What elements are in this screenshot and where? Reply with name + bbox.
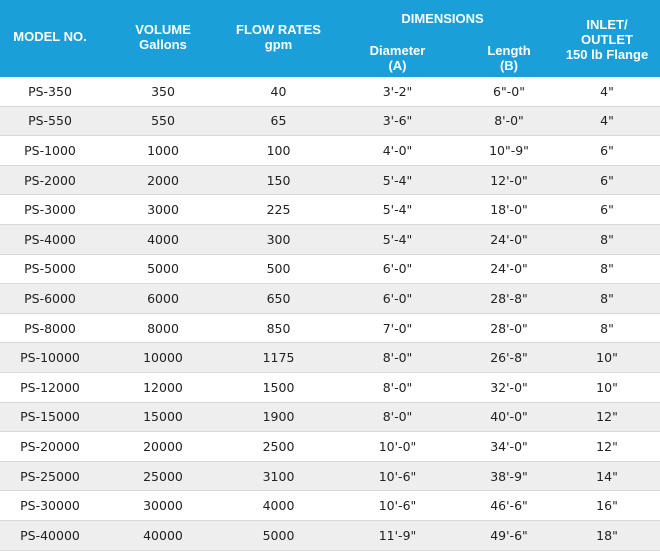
cell-volume: 1000 — [100, 136, 226, 166]
cell-volume: 2000 — [100, 165, 226, 195]
cell-inlet: 10" — [554, 343, 660, 373]
cell-flow: 300 — [226, 224, 331, 254]
cell-length: 46'-6" — [464, 491, 554, 521]
cell-flow: 100 — [226, 136, 331, 166]
header-inlet-line3: 150 lb Flange — [565, 47, 649, 62]
cell-model: PS-5000 — [0, 254, 100, 284]
cell-volume: 5000 — [100, 254, 226, 284]
cell-model: PS-3000 — [0, 195, 100, 225]
cell-model: PS-1000 — [0, 136, 100, 166]
cell-model: PS-550 — [0, 106, 100, 136]
cell-model: PS-2000 — [0, 165, 100, 195]
cell-diameter: 5'-4" — [331, 165, 464, 195]
cell-length: 49'-6" — [464, 520, 554, 550]
cell-inlet: 6" — [554, 195, 660, 225]
cell-length: 12'-0" — [464, 165, 554, 195]
cell-length: 40'-0" — [464, 402, 554, 432]
cell-inlet: 16" — [554, 491, 660, 521]
header-model — [0, 0, 100, 77]
cell-model: PS-25000 — [0, 461, 100, 491]
cell-length: 18'-0" — [464, 195, 554, 225]
header-length-line1: Length — [487, 43, 531, 58]
cell-inlet: 4" — [554, 106, 660, 136]
table-row — [0, 372, 660, 402]
cell-flow: 40 — [226, 77, 331, 106]
cell-model: PS-40000 — [0, 520, 100, 550]
table-row — [0, 106, 660, 136]
cell-diameter: 11'-9" — [331, 520, 464, 550]
table-row — [0, 432, 660, 462]
cell-volume: 15000 — [100, 402, 226, 432]
cell-volume: 30000 — [100, 491, 226, 521]
cell-diameter: 8'-0" — [331, 343, 464, 373]
cell-length: 24'-0" — [464, 254, 554, 284]
cell-volume: 550 — [100, 106, 226, 136]
cell-length: 10"-9" — [464, 136, 554, 166]
cell-diameter: 8'-0" — [331, 402, 464, 432]
cell-inlet: 8" — [554, 254, 660, 284]
cell-volume: 25000 — [100, 461, 226, 491]
cell-inlet: 12" — [554, 402, 660, 432]
cell-flow: 4000 — [226, 491, 331, 521]
cell-volume: 40000 — [100, 520, 226, 550]
cell-diameter: 6'-0" — [331, 284, 464, 314]
cell-inlet: 8" — [554, 224, 660, 254]
cell-diameter: 10'-6" — [331, 491, 464, 521]
cell-model: PS-30000 — [0, 491, 100, 521]
cell-length: 8'-0" — [464, 106, 554, 136]
cell-model: PS-4000 — [0, 224, 100, 254]
header-dimensions-label: DIMENSIONS — [401, 10, 484, 26]
header-diameter-line1: Diameter — [369, 43, 426, 58]
table-body — [0, 77, 660, 550]
cell-diameter: 10'-0" — [331, 432, 464, 462]
cell-volume: 6000 — [100, 284, 226, 314]
table-row — [0, 77, 660, 106]
header-diameter-line2: (A) — [388, 58, 407, 73]
cell-flow: 1500 — [226, 372, 331, 402]
cell-flow: 225 — [226, 195, 331, 225]
cell-inlet: 14" — [554, 461, 660, 491]
header-diameter — [331, 34, 464, 77]
cell-flow: 500 — [226, 254, 331, 284]
header-volume-line2: Gallons — [139, 36, 187, 52]
cell-length: 28'-0" — [464, 313, 554, 343]
table-row — [0, 284, 660, 314]
table-header — [0, 0, 660, 77]
cell-diameter: 3'-2" — [331, 77, 464, 106]
table-row — [0, 343, 660, 373]
cell-volume: 8000 — [100, 313, 226, 343]
table-row — [0, 136, 660, 166]
cell-volume: 3000 — [100, 195, 226, 225]
cell-flow: 3100 — [226, 461, 331, 491]
header-dimensions — [331, 0, 554, 34]
header-flow-line1: FLOW RATES — [236, 21, 321, 37]
cell-inlet: 10" — [554, 372, 660, 402]
header-inlet-line2: OUTLET — [581, 32, 633, 47]
cell-diameter: 4'-0" — [331, 136, 464, 166]
cell-diameter: 6'-0" — [331, 254, 464, 284]
cell-length: 24'-0" — [464, 224, 554, 254]
cell-diameter: 5'-4" — [331, 224, 464, 254]
table-row — [0, 520, 660, 550]
cell-inlet: 12" — [554, 432, 660, 462]
header-volume-line1: VOLUME — [135, 21, 191, 37]
cell-length: 34'-0" — [464, 432, 554, 462]
cell-model: PS-15000 — [0, 402, 100, 432]
table-row — [0, 491, 660, 521]
cell-model: PS-350 — [0, 77, 100, 106]
cell-volume: 12000 — [100, 372, 226, 402]
table-row — [0, 461, 660, 491]
cell-length: 28'-8" — [464, 284, 554, 314]
header-length — [464, 34, 554, 77]
table-row — [0, 402, 660, 432]
cell-length: 38'-9" — [464, 461, 554, 491]
cell-diameter: 5'-4" — [331, 195, 464, 225]
header-model-label: MODEL NO. — [13, 29, 87, 44]
cell-model: PS-8000 — [0, 313, 100, 343]
cell-volume: 4000 — [100, 224, 226, 254]
cell-flow: 2500 — [226, 432, 331, 462]
cell-length: 6"-0" — [464, 77, 554, 106]
cell-length: 26'-8" — [464, 343, 554, 373]
cell-volume: 20000 — [100, 432, 226, 462]
cell-diameter: 10'-6" — [331, 461, 464, 491]
cell-inlet: 6" — [554, 165, 660, 195]
cell-diameter: 7'-0" — [331, 313, 464, 343]
cell-flow: 650 — [226, 284, 331, 314]
cell-flow: 850 — [226, 313, 331, 343]
cell-diameter: 8'-0" — [331, 372, 464, 402]
cell-model: PS-20000 — [0, 432, 100, 462]
cell-flow: 1175 — [226, 343, 331, 373]
table-row — [0, 195, 660, 225]
table-row — [0, 165, 660, 195]
cell-diameter: 3'-6" — [331, 106, 464, 136]
cell-inlet: 8" — [554, 284, 660, 314]
header-inlet — [554, 0, 660, 77]
cell-flow: 65 — [226, 106, 331, 136]
cell-inlet: 6" — [554, 136, 660, 166]
cell-length: 32'-0" — [464, 372, 554, 402]
cell-model: PS-12000 — [0, 372, 100, 402]
cell-flow: 5000 — [226, 520, 331, 550]
header-volume — [100, 0, 226, 77]
table-row — [0, 224, 660, 254]
header-flow-line2: gpm — [264, 36, 293, 52]
cell-inlet: 8" — [554, 313, 660, 343]
header-length-line2: (B) — [499, 58, 519, 73]
table-row — [0, 313, 660, 343]
cell-flow: 1900 — [226, 402, 331, 432]
cell-inlet: 18" — [554, 520, 660, 550]
cell-inlet: 4" — [554, 77, 660, 106]
cell-volume: 350 — [100, 77, 226, 106]
header-inlet-line1: INLET/ — [586, 17, 628, 32]
cell-model: PS-10000 — [0, 343, 100, 373]
header-flow — [226, 0, 331, 77]
table-row — [0, 254, 660, 284]
cell-model: PS-6000 — [0, 284, 100, 314]
cell-flow: 150 — [226, 165, 331, 195]
cell-volume: 10000 — [100, 343, 226, 373]
